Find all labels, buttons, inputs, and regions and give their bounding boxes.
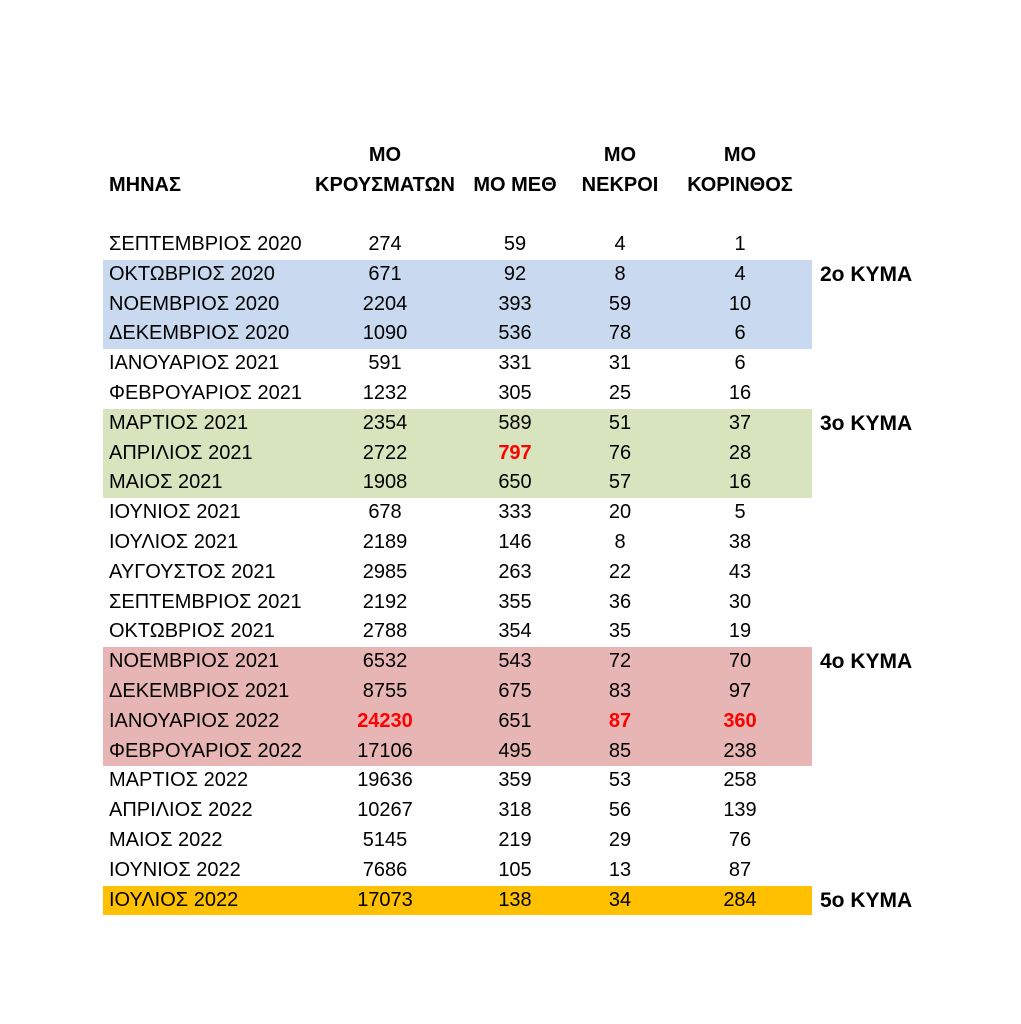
data-table [103,140,913,915]
cases-cell: 591 [368,352,402,375]
meth-cell: 333 [498,501,532,524]
month-cell: ΣΕΠΤΕΜΒΡΙΟΣ 2020 [109,233,302,255]
month-cell: ΑΠΡΙΛΙΟΣ 2021 [109,441,253,464]
deaths-cell: 57 [608,471,632,494]
korinthos-cell: 4 [734,262,746,285]
korinthos-cell: 97 [728,679,752,702]
korinthos-cell: 360 [723,709,757,732]
cases-cell: 2189 [362,530,408,553]
month-cell: ΜΑΡΤΙΟΣ 2021 [109,411,249,434]
table-row [103,796,812,826]
meth-cell: 797 [498,441,532,464]
table-row [103,528,812,558]
deaths-cell: 29 [608,828,632,851]
meth-cell: 138 [498,888,532,911]
table-row [103,468,812,498]
table-row [103,558,812,588]
korinthos-cell: 28 [728,441,752,464]
meth-cell: 651 [498,709,532,732]
deaths-cell: 53 [608,769,632,792]
korinthos-cell: 258 [723,769,757,792]
korinthos-cell: 5 [734,501,746,524]
korinthos-cell: 6 [734,352,746,375]
korinthos-cell: 284 [723,888,757,911]
cases-cell: 10267 [357,799,413,822]
table-row [103,349,812,379]
meth-cell: 59 [503,233,527,255]
deaths-cell: 83 [608,679,632,702]
korinthos-cell: 38 [728,530,752,553]
korinthos-cell: 70 [728,650,752,673]
meth-cell: 146 [498,530,532,553]
deaths-cell: 34 [608,888,632,911]
korinthos-cell: 10 [728,292,752,315]
cases-cell: 1232 [362,381,408,404]
meth-cell: 536 [498,322,532,345]
cases-cell: 19636 [357,769,413,792]
deaths-cell: 72 [608,650,632,673]
meth-cell: 650 [498,471,532,494]
meth-cell: 318 [498,799,532,822]
deaths-cell: 22 [608,560,632,583]
col-header-meth: ΜΟ ΜΕΘ [473,173,557,196]
deaths-cell: 25 [608,381,632,404]
meth-cell: 331 [498,352,532,375]
month-cell: ΜΑΡΤΙΟΣ 2022 [109,769,249,792]
cases-cell: 5145 [362,828,408,851]
deaths-cell: 31 [608,352,632,375]
cases-cell: 2204 [362,292,408,315]
meth-cell: 354 [498,620,532,643]
cases-cell: 678 [368,501,402,524]
deaths-cell: 20 [608,501,632,524]
cases-cell: 24230 [357,709,413,732]
month-cell: ΜΑΙΟΣ 2022 [109,828,223,851]
month-cell: ΙΟΥΛΙΟΣ 2022 [109,888,239,911]
month-cell: ΦΕΒΡΟΥΑΡΙΟΣ 2022 [109,739,302,762]
meth-cell: 92 [503,262,527,285]
month-cell: ΝΟΕΜΒΡΙΟΣ 2021 [109,650,280,673]
meth-cell: 219 [498,828,532,851]
korinthos-cell: 43 [728,560,752,583]
col-header-korinthos: ΜΟ ΚΟΡΙΝΘΟΣ [687,144,793,196]
month-cell: ΙΟΥΝΙΟΣ 2022 [109,858,241,881]
table-row [103,290,812,320]
deaths-cell: 76 [608,441,632,464]
month-cell: ΑΠΡΙΛΙΟΣ 2022 [109,799,253,822]
korinthos-cell: 6 [734,322,746,345]
deaths-cell: 13 [608,858,632,881]
table-row [103,647,913,677]
cases-cell: 17073 [357,888,413,911]
korinthos-cell: 76 [728,828,752,851]
cases-cell: 2192 [362,590,408,613]
korinthos-cell: 16 [728,471,752,494]
col-header-month [103,171,312,201]
meth-cell: 263 [498,560,532,583]
korinthos-cell: 1 [734,233,746,255]
col-header-deaths: ΜΟ ΝΕΚΡΟΙ [581,144,659,196]
month-cell: ΟΚΤΩΒΡΙΟΣ 2021 [109,620,275,643]
table-row [103,677,812,707]
month-cell: ΙΑΝΟΥΑΡΙΟΣ 2021 [109,352,280,375]
month-cell: ΙΑΝΟΥΑΡΙΟΣ 2022 [109,709,280,732]
deaths-cell: 4 [614,233,626,255]
deaths-cell: 36 [608,590,632,613]
month-cell: ΝΟΕΜΒΡΙΟΣ 2020 [109,292,280,315]
meth-cell: 105 [498,858,532,881]
wave-label: 2ο ΚΥΜΑ [820,262,913,286]
deaths-cell: 59 [608,292,632,315]
table-row [103,588,812,618]
meth-cell: 543 [498,650,532,673]
table-row [103,498,812,528]
table-row [103,319,812,349]
table-row [103,409,913,439]
wave-label: 4ο ΚΥΜΑ [820,650,913,674]
deaths-cell: 85 [608,739,632,762]
month-cell: ΑΥΓΟΥΣΤΟΣ 2021 [109,560,276,583]
deaths-cell: 8 [614,262,626,285]
month-cell: ΙΟΥΝΙΟΣ 2021 [109,501,241,524]
cases-cell: 2354 [362,411,408,434]
deaths-cell: 56 [608,799,632,822]
col-header-month-label: ΜΗΝΑΣ [109,173,181,196]
month-cell: ΔΕΚΕΜΒΡΙΟΣ 2021 [109,679,290,702]
korinthos-cell: 16 [728,381,752,404]
table-row [103,856,812,886]
cases-cell: 2985 [362,560,408,583]
meth-cell: 305 [498,381,532,404]
wave-label: 3ο ΚΥΜΑ [820,411,913,435]
korinthos-cell: 37 [728,411,752,434]
cases-cell: 6532 [362,650,408,673]
cases-cell: 2722 [362,441,408,464]
month-cell: ΜΑΙΟΣ 2021 [109,471,223,494]
table-row [103,260,913,290]
korinthos-cell: 30 [728,590,752,613]
deaths-cell: 51 [608,411,632,434]
table-row [103,617,812,647]
month-cell: ΣΕΠΤΕΜΒΡΙΟΣ 2021 [109,590,302,613]
korinthos-cell: 139 [723,799,757,822]
deaths-cell: 87 [608,709,632,732]
table-row [103,766,812,796]
deaths-cell: 8 [614,530,626,553]
col-header-cases: ΜΟ ΚΡΟΥΣΜΑΤΩΝ [315,144,455,196]
table-row [103,826,812,856]
meth-cell: 589 [498,411,532,434]
cases-cell: 274 [368,233,402,255]
korinthos-cell: 238 [723,739,757,762]
meth-cell: 495 [498,739,532,762]
month-cell: ΟΚΤΩΒΡΙΟΣ 2020 [109,262,275,285]
korinthos-cell: 87 [728,858,752,881]
table-body [103,230,913,915]
cases-cell: 1090 [362,322,408,345]
table-row [103,379,812,409]
meth-cell: 675 [498,679,532,702]
deaths-cell: 35 [608,620,632,643]
cases-cell: 671 [368,262,402,285]
wave-label: 5ο ΚΥΜΑ [820,888,913,912]
month-cell: ΔΕΚΕΜΒΡΙΟΣ 2020 [109,322,290,345]
deaths-cell: 78 [608,322,632,345]
meth-cell: 359 [498,769,532,792]
korinthos-cell: 19 [728,620,752,643]
table-row [103,886,913,916]
table-header [103,140,812,200]
table-row [103,707,812,737]
cases-cell: 7686 [362,858,408,881]
table-row [103,737,812,767]
cases-cell: 17106 [357,739,413,762]
cases-cell: 2788 [362,620,408,643]
table-row [103,439,812,469]
table-row [103,230,812,260]
cases-cell: 8755 [362,679,408,702]
month-cell: ΦΕΒΡΟΥΑΡΙΟΣ 2021 [109,381,302,404]
month-cell: ΙΟΥΛΙΟΣ 2021 [109,530,239,553]
meth-cell: 355 [498,590,532,613]
cases-cell: 1908 [362,471,408,494]
meth-cell: 393 [498,292,532,315]
